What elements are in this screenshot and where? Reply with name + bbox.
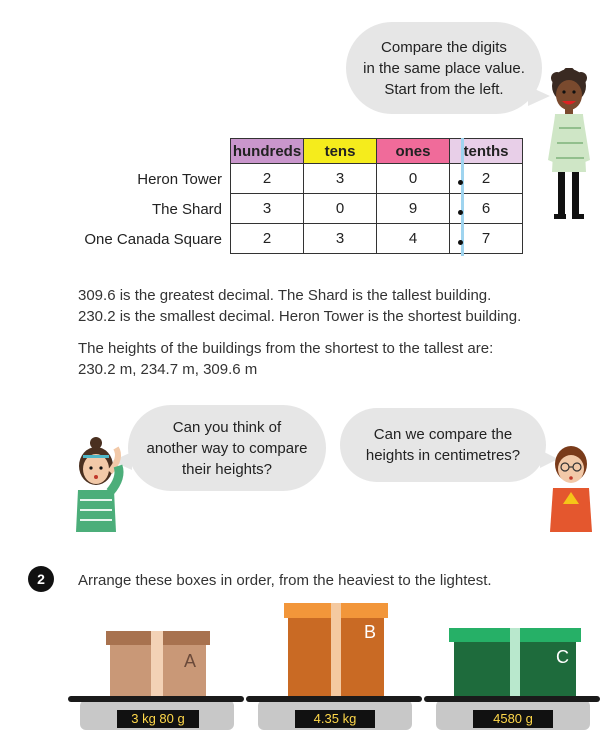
- scale-a-platform: [68, 696, 244, 702]
- row-label-heron-tower: Heron Tower: [137, 171, 222, 188]
- header-hundreds: hundreds: [231, 139, 304, 164]
- box-c-letter: C: [556, 647, 569, 667]
- decimal-point: [458, 240, 463, 245]
- header-tens: tens: [304, 139, 377, 164]
- table-cell: 3: [304, 224, 377, 254]
- speech-bubble-boy: [340, 408, 546, 482]
- speech-text: Compare the digits in the same place value. Start from the left.: [363, 38, 525, 98]
- question-text: Arrange these boxes in order, from the heaviest to the lightest.: [78, 572, 492, 589]
- speech-bubble-girl: [128, 405, 326, 491]
- explanation-line: The heights of the buildings from the shortest to the tallest are:: [78, 340, 494, 357]
- scale-b-platform: [246, 696, 422, 702]
- table-cell: 4: [377, 224, 450, 254]
- table-row: [231, 194, 523, 224]
- box-b-tape: [331, 603, 341, 696]
- box-a-tape: [151, 631, 163, 696]
- explanation-line: 309.6 is the greatest decimal. The Shard is the tallest building.: [78, 287, 492, 304]
- boy-glasses-character-illustration: [548, 444, 594, 532]
- scale-c-platform: [424, 696, 600, 702]
- table-cell: 2: [231, 164, 304, 194]
- table-cell: 6: [450, 194, 523, 224]
- question-number-badge: 2: [28, 566, 54, 592]
- speech-text: Can we compare the heights in centimetres?: [365, 426, 521, 464]
- header-tenths: tenths: [450, 139, 523, 164]
- explanation-line: 230.2 m, 234.7 m, 309.6 m: [78, 361, 258, 378]
- girl-character-illustration: [74, 436, 130, 532]
- decimal-point: [458, 210, 463, 215]
- speech-bubble-tip: [346, 22, 542, 114]
- box-b-letter: B: [364, 622, 377, 642]
- box-b-mass-display: 4.35 kg: [295, 710, 375, 728]
- table-cell: 3: [304, 164, 377, 194]
- box-a-letter: A: [184, 651, 197, 671]
- table-row: [231, 164, 523, 194]
- table-cell: 9: [377, 194, 450, 224]
- table-cell: 2: [450, 164, 523, 194]
- box-c-tape: [510, 628, 520, 696]
- table-row: [231, 224, 523, 254]
- table-cell: 2: [231, 224, 304, 254]
- row-label-the-shard: The Shard: [151, 201, 222, 218]
- header-ones: ones: [377, 139, 450, 164]
- place-value-table: [230, 138, 523, 254]
- decimal-separator-line: [461, 138, 464, 256]
- table-cell: 7: [450, 224, 523, 254]
- box-a-mass-display: 3 kg 80 g: [117, 710, 199, 728]
- speech-text: Can you think of another way to compare their heights?: [146, 418, 308, 478]
- table-cell: 0: [304, 194, 377, 224]
- explanation-line: 230.2 is the smallest decimal. Heron Tower is the shortest building.: [78, 308, 522, 325]
- table-cell: 0: [377, 164, 450, 194]
- table-cell: 3: [231, 194, 304, 224]
- row-label-one-canada-square: One Canada Square: [84, 231, 222, 248]
- table-header-row: [231, 139, 523, 164]
- box-c-mass-display: 4580 g: [473, 710, 553, 728]
- boy-character-illustration: [545, 68, 597, 223]
- decimal-point: [458, 180, 463, 185]
